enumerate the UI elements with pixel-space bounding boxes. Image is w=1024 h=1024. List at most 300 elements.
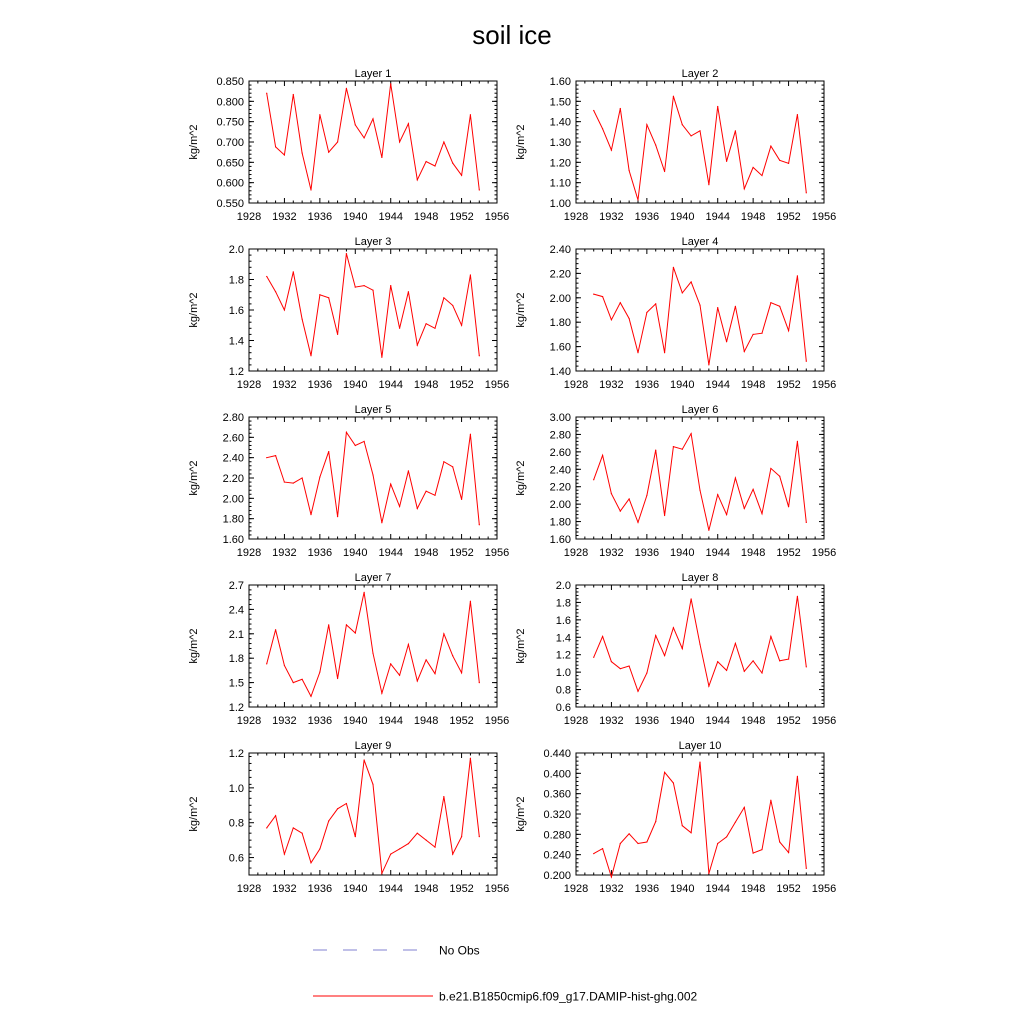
data-point — [735, 477, 736, 478]
y-tick-label: 2.60 — [222, 432, 244, 445]
data-point — [266, 827, 267, 828]
x-tick-label: 1944 — [705, 883, 730, 895]
data-point — [470, 434, 471, 435]
y-tick-label: 0.700 — [216, 137, 244, 149]
plot-frame — [249, 249, 497, 371]
data-point — [372, 290, 373, 291]
data-point — [479, 355, 480, 356]
data-point — [744, 671, 745, 672]
series-line-1 — [267, 432, 480, 525]
y-tick-label: 1.0 — [228, 782, 244, 795]
data-point — [328, 451, 329, 452]
data-point — [806, 868, 807, 869]
data-point — [399, 675, 400, 676]
x-tick-label: 1948 — [740, 547, 766, 559]
data-point — [266, 457, 267, 458]
data-point — [761, 513, 762, 514]
data-point — [434, 165, 435, 166]
y-tick-label: 1.2 — [228, 366, 244, 378]
y-tick-label: 1.5 — [228, 677, 244, 690]
data-point — [779, 841, 780, 842]
x-tick-label: 1956 — [484, 883, 510, 895]
x-tick-label: 1928 — [563, 883, 589, 895]
data-point — [355, 445, 356, 446]
data-point — [611, 319, 612, 320]
data-point — [346, 432, 347, 433]
y-tick-label: 1.2 — [228, 702, 244, 714]
data-point — [443, 297, 444, 298]
series-line-1 — [267, 84, 480, 190]
data-point — [479, 524, 480, 525]
legend-label-no-obs: No Obs — [439, 943, 480, 958]
data-point — [417, 833, 418, 834]
data-point — [408, 644, 409, 645]
data-point — [655, 635, 656, 636]
data-point — [293, 271, 294, 272]
data-point — [452, 853, 453, 854]
y-tick-label: 1.80 — [549, 317, 571, 330]
y-axis-label: kg/m^2 — [188, 292, 200, 328]
x-tick-label: 1944 — [378, 547, 403, 559]
data-point — [452, 655, 453, 656]
data-point — [372, 118, 373, 119]
y-tick-label: 2.00 — [222, 493, 244, 506]
data-point — [637, 843, 638, 844]
x-tick-label: 1940 — [670, 715, 695, 727]
data-point — [691, 598, 692, 599]
plot-frame — [249, 753, 497, 875]
y-axis-label: kg/m^2 — [515, 796, 527, 832]
chart-panel-7 — [188, 572, 509, 727]
data-point — [806, 361, 807, 362]
panel-title: Layer 2 — [681, 68, 719, 80]
data-point — [434, 847, 435, 848]
data-point — [673, 446, 674, 447]
data-point — [434, 673, 435, 674]
data-point — [408, 291, 409, 292]
data-point — [682, 648, 683, 649]
data-point — [381, 522, 382, 523]
data-point — [744, 807, 745, 808]
chart-panel-2 — [515, 68, 836, 223]
y-tick-label: 2.80 — [549, 429, 571, 442]
data-point — [302, 833, 303, 834]
data-point — [646, 841, 647, 842]
data-point — [788, 330, 789, 331]
data-point — [708, 530, 709, 531]
data-point — [708, 364, 709, 365]
series-line-1 — [594, 434, 807, 531]
data-point — [346, 88, 347, 89]
data-point — [646, 672, 647, 673]
y-tick-label: 2.20 — [549, 481, 571, 494]
x-tick-label: 1944 — [705, 547, 730, 559]
data-point — [310, 355, 311, 356]
panel-title: Layer 7 — [354, 572, 392, 584]
data-point — [646, 312, 647, 313]
data-point — [479, 682, 480, 683]
data-point — [637, 352, 638, 353]
y-axis-label: kg/m^2 — [188, 124, 200, 160]
x-tick-label: 1944 — [378, 211, 403, 223]
data-point — [673, 627, 674, 628]
chart-panel-1 — [188, 68, 509, 223]
data-point — [744, 508, 745, 509]
x-tick-label: 1940 — [670, 379, 695, 391]
y-tick-label: 2.20 — [549, 268, 571, 281]
data-point — [479, 189, 480, 190]
y-tick-label: 1.60 — [549, 341, 571, 354]
data-point — [319, 294, 320, 295]
data-point — [434, 495, 435, 496]
data-point — [319, 114, 320, 115]
data-point — [699, 490, 700, 491]
series-line-1 — [594, 762, 807, 877]
data-point — [372, 784, 373, 785]
x-tick-label: 1944 — [705, 379, 730, 391]
data-point — [381, 693, 382, 694]
data-point — [434, 328, 435, 329]
data-point — [355, 287, 356, 288]
figure-title: soil ice — [472, 20, 552, 50]
y-tick-label: 0.320 — [543, 809, 571, 821]
data-point — [390, 484, 391, 485]
data-point — [726, 161, 727, 162]
data-point — [699, 644, 700, 645]
data-point — [753, 167, 754, 168]
data-point — [770, 145, 771, 146]
panel-title: Layer 5 — [354, 404, 392, 416]
data-point — [364, 592, 365, 593]
data-point — [337, 516, 338, 517]
data-point — [593, 479, 594, 480]
y-tick-label: 2.00 — [549, 292, 571, 305]
data-point — [293, 682, 294, 683]
data-point — [797, 776, 798, 777]
y-axis-label: kg/m^2 — [188, 628, 200, 664]
y-tick-label: 1.50 — [549, 96, 571, 109]
data-point — [470, 274, 471, 275]
x-tick-label: 1928 — [236, 211, 262, 223]
data-point — [319, 476, 320, 477]
legend — [313, 944, 697, 1004]
data-point — [346, 624, 347, 625]
data-point — [699, 305, 700, 306]
x-tick-label: 1940 — [343, 883, 368, 895]
x-tick-label: 1940 — [670, 883, 695, 895]
data-point — [673, 267, 674, 268]
y-tick-label: 0.850 — [216, 76, 244, 88]
x-tick-label: 1948 — [413, 547, 439, 559]
data-point — [602, 296, 603, 297]
x-tick-label: 1932 — [599, 379, 624, 391]
y-axis-label: kg/m^2 — [188, 460, 200, 496]
series-line-1 — [267, 254, 480, 358]
x-tick-label: 1936 — [307, 547, 333, 559]
data-point — [611, 150, 612, 151]
data-point — [275, 291, 276, 292]
data-point — [390, 83, 391, 84]
data-point — [593, 110, 594, 111]
y-tick-label: 1.60 — [222, 534, 244, 546]
data-point — [646, 495, 647, 496]
x-tick-label: 1956 — [811, 211, 837, 223]
data-point — [284, 665, 285, 666]
data-point — [319, 671, 320, 672]
data-point — [275, 455, 276, 456]
data-point — [637, 691, 638, 692]
y-tick-label: 0.650 — [216, 157, 244, 170]
x-tick-label: 1928 — [236, 547, 262, 559]
x-tick-label: 1932 — [599, 547, 624, 559]
x-tick-label: 1936 — [634, 547, 660, 559]
data-point — [381, 357, 382, 358]
data-point — [753, 489, 754, 490]
x-tick-label: 1944 — [705, 715, 730, 727]
data-point — [744, 188, 745, 189]
x-tick-label: 1928 — [236, 715, 262, 727]
panel-title: Layer 6 — [681, 404, 719, 416]
data-point — [452, 305, 453, 306]
x-tick-label: 1948 — [740, 379, 766, 391]
data-point — [682, 449, 683, 450]
data-point — [655, 821, 656, 822]
data-point — [355, 632, 356, 633]
data-point — [452, 163, 453, 164]
data-point — [399, 328, 400, 329]
x-tick-label: 1952 — [449, 883, 474, 895]
data-point — [426, 161, 427, 162]
data-point — [717, 494, 718, 495]
data-point — [788, 658, 789, 659]
x-tick-label: 1952 — [776, 211, 801, 223]
y-tick-label: 1.40 — [549, 366, 571, 378]
plot-frame — [576, 753, 824, 875]
y-tick-label: 0.800 — [216, 96, 244, 109]
data-point — [293, 94, 294, 95]
data-point — [381, 157, 382, 158]
data-point — [443, 633, 444, 634]
data-point — [717, 843, 718, 844]
panel-title: Layer 10 — [678, 740, 722, 752]
y-tick-label: 2.0 — [228, 244, 244, 256]
data-point — [717, 661, 718, 662]
data-point — [673, 782, 674, 783]
data-point — [328, 152, 329, 153]
x-tick-label: 1940 — [343, 715, 368, 727]
x-tick-label: 1956 — [811, 379, 837, 391]
data-point — [293, 482, 294, 483]
panel-title: Layer 8 — [681, 572, 719, 584]
x-tick-label: 1956 — [811, 547, 837, 559]
data-point — [399, 506, 400, 507]
data-point — [664, 352, 665, 353]
data-point — [408, 470, 409, 471]
data-point — [753, 853, 754, 854]
data-point — [266, 276, 267, 277]
x-tick-label: 1936 — [634, 883, 660, 895]
y-tick-label: 1.4 — [228, 335, 244, 348]
data-point — [328, 297, 329, 298]
data-point — [726, 836, 727, 837]
data-point — [602, 455, 603, 456]
data-point — [372, 474, 373, 475]
series-line-1 — [267, 592, 480, 696]
data-point — [346, 803, 347, 804]
y-tick-label: 2.40 — [549, 244, 571, 256]
data-point — [461, 672, 462, 673]
data-point — [797, 114, 798, 115]
data-point — [399, 141, 400, 142]
data-point — [275, 815, 276, 816]
data-point — [408, 123, 409, 124]
data-point — [797, 441, 798, 442]
data-point — [629, 833, 630, 834]
chart-panel-5 — [188, 404, 509, 559]
data-point — [310, 862, 311, 863]
data-point — [426, 840, 427, 841]
y-tick-label: 1.80 — [549, 516, 571, 529]
x-tick-label: 1928 — [563, 211, 589, 223]
plot-frame — [249, 585, 497, 707]
data-point — [655, 144, 656, 145]
data-point — [337, 678, 338, 679]
y-tick-label: 1.60 — [549, 76, 571, 88]
data-point — [717, 106, 718, 107]
data-point — [470, 758, 471, 759]
y-tick-label: 1.20 — [549, 157, 571, 170]
data-point — [735, 130, 736, 131]
data-point — [797, 596, 798, 597]
x-tick-label: 1940 — [343, 547, 368, 559]
y-tick-label: 1.30 — [549, 137, 571, 149]
x-tick-label: 1952 — [776, 883, 801, 895]
y-tick-label: 1.6 — [555, 614, 571, 627]
data-point — [664, 515, 665, 516]
data-point — [417, 179, 418, 180]
data-point — [637, 522, 638, 523]
data-point — [443, 461, 444, 462]
data-point — [302, 319, 303, 320]
y-axis-label: kg/m^2 — [515, 460, 527, 496]
data-point — [328, 624, 329, 625]
x-tick-label: 1940 — [343, 211, 368, 223]
y-tick-label: 2.7 — [228, 580, 244, 592]
data-point — [461, 175, 462, 176]
data-point — [364, 759, 365, 760]
data-point — [266, 93, 267, 94]
data-point — [673, 96, 674, 97]
x-tick-label: 1932 — [599, 211, 624, 223]
data-point — [328, 820, 329, 821]
data-point — [770, 636, 771, 637]
data-point — [753, 334, 754, 335]
x-tick-label: 1936 — [307, 883, 333, 895]
x-tick-label: 1940 — [670, 211, 695, 223]
data-point — [726, 341, 727, 342]
x-tick-label: 1940 — [670, 547, 695, 559]
panel-title: Layer 4 — [681, 236, 719, 248]
x-tick-label: 1940 — [343, 379, 368, 391]
x-tick-label: 1944 — [378, 379, 403, 391]
data-point — [770, 800, 771, 801]
data-point — [302, 152, 303, 153]
data-point — [417, 508, 418, 509]
data-point — [364, 441, 365, 442]
x-tick-label: 1944 — [705, 211, 730, 223]
data-point — [346, 253, 347, 254]
data-point — [443, 796, 444, 797]
data-point — [461, 325, 462, 326]
y-tick-label: 0.400 — [543, 768, 571, 781]
x-tick-label: 1928 — [236, 883, 262, 895]
y-tick-label: 1.0 — [555, 667, 571, 680]
x-tick-label: 1948 — [413, 883, 439, 895]
data-point — [664, 772, 665, 773]
data-point — [426, 323, 427, 324]
data-point — [779, 306, 780, 307]
data-point — [735, 643, 736, 644]
data-point — [620, 668, 621, 669]
data-point — [355, 836, 356, 837]
data-point — [417, 680, 418, 681]
y-tick-label: 0.440 — [543, 748, 571, 760]
y-tick-label: 0.280 — [543, 829, 571, 842]
x-tick-label: 1936 — [307, 715, 333, 727]
y-tick-label: 1.40 — [549, 116, 571, 129]
panel-title: Layer 3 — [354, 236, 392, 248]
y-tick-label: 0.6 — [228, 852, 244, 865]
data-point — [637, 199, 638, 200]
data-point — [779, 476, 780, 477]
chart-panel-3 — [188, 236, 509, 391]
y-axis-label: kg/m^2 — [515, 628, 527, 664]
data-point — [337, 141, 338, 142]
x-tick-label: 1936 — [634, 715, 660, 727]
data-point — [788, 852, 789, 853]
data-point — [708, 685, 709, 686]
data-point — [390, 663, 391, 664]
y-tick-label: 2.0 — [555, 580, 571, 592]
series-line-1 — [267, 758, 480, 873]
data-point — [611, 876, 612, 877]
x-tick-label: 1936 — [307, 379, 333, 391]
data-point — [602, 128, 603, 129]
data-point — [310, 696, 311, 697]
y-tick-label: 2.60 — [549, 446, 571, 459]
x-tick-label: 1952 — [776, 547, 801, 559]
data-point — [806, 522, 807, 523]
x-tick-label: 1948 — [413, 715, 439, 727]
y-tick-label: 0.240 — [543, 849, 571, 862]
x-tick-label: 1956 — [484, 715, 510, 727]
data-point — [302, 477, 303, 478]
data-point — [629, 318, 630, 319]
data-point — [355, 124, 356, 125]
x-tick-label: 1952 — [449, 715, 474, 727]
data-point — [691, 433, 692, 434]
data-point — [788, 506, 789, 507]
data-point — [770, 302, 771, 303]
data-point — [620, 843, 621, 844]
data-point — [470, 114, 471, 115]
data-point — [266, 663, 267, 664]
y-tick-label: 0.600 — [216, 177, 244, 190]
x-tick-label: 1928 — [563, 547, 589, 559]
y-tick-label: 0.8 — [555, 684, 571, 697]
data-point — [372, 653, 373, 654]
data-point — [408, 843, 409, 844]
